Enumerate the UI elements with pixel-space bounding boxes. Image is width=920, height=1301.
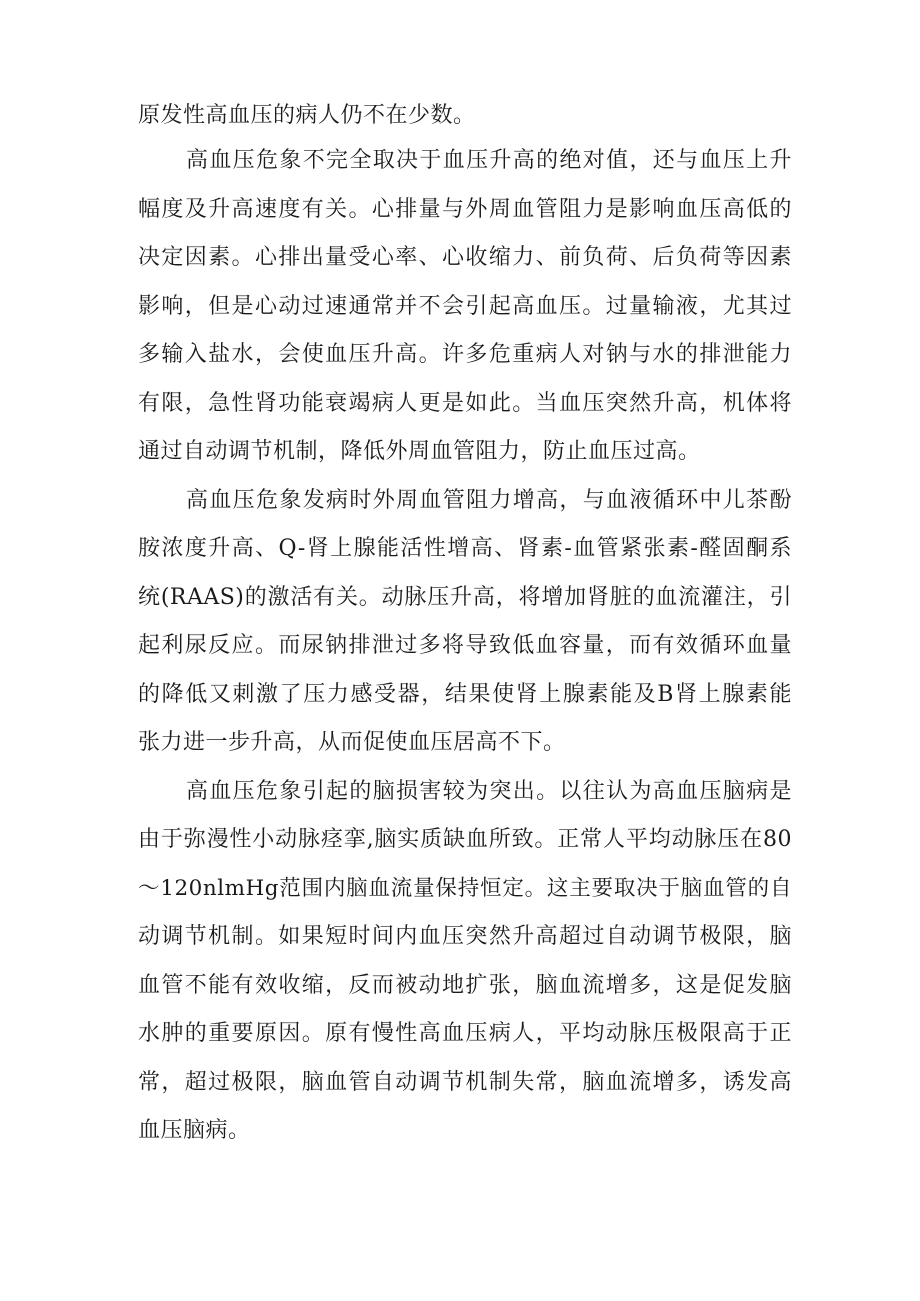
paragraph-2-line-2: 幅度及升高速度有关。心排量与外周血管阻力是影响血压高低的 [138, 197, 792, 222]
paragraph-3-line-1: 高血压危象发病时外周血管阻力增高，与血液循环中儿茶酚 [186, 488, 792, 513]
paragraph-3-line-5: 的降低又刺激了压力感受器，结果使肾上腺素能及B肾上腺素能 [138, 682, 792, 707]
paragraph-4-line-8: 血压脑病。 [138, 1118, 251, 1143]
paragraph-4-line-4: 动调节机制。如果短时间内血压突然升高超过自动调节极限，脑 [138, 924, 792, 949]
paragraph-4-line-1: 高血压危象引起的脑损害较为突出。以往认为高血压脑病是 [186, 779, 792, 804]
paragraph-1-line-1: 原发性高血压的病人仍不在少数。 [138, 103, 476, 128]
paragraph-4-line-5: 血管不能有效收缩，反而被动地扩张，脑血流增多，这是促发脑 [138, 973, 792, 998]
paragraph-4-line-6: 水肿的重要原因。原有慢性高血压病人，平均动脉压极限高于正 [138, 1021, 792, 1046]
paragraph-3-line-6: 张力进一步升高，从而促使血压居高不下。 [138, 730, 566, 755]
paragraph-2-line-7: 通过自动调节机制，降低外周血管阻力，防止血压过高。 [138, 439, 701, 464]
paragraph-2-line-6: 有限，急性肾功能衰竭病人更是如此。当血压突然升高，机体将 [138, 391, 792, 416]
paragraph-2-line-1: 高血压危象不完全取决于血压升高的绝对值，还与血压上升 [186, 148, 792, 173]
paragraph-3-line-4: 起利尿反应。而尿钠排泄过多将导致低血容量，而有效循环血量 [138, 633, 792, 658]
paragraph-4-line-2: 由于弥漫性小动脉痉挛,脑实质缺血所致。正常人平均动脉压在80 [138, 827, 792, 852]
paragraph-3-line-2: 胺浓度升高、Q-肾上腺能活性增高、肾素-血管紧张素-醛固酮系 [138, 536, 792, 561]
paragraph-2-line-5: 多输入盐水，会使血压升高。许多危重病人对钠与水的排泄能力 [138, 342, 792, 367]
paragraph-2-line-3: 决定因素。心排出量受心率、心收缩力、前负荷、后负荷等因素 [138, 245, 792, 270]
paragraph-4-line-3: ～120nlmHg范围内脑血流量保持恒定。这主要取决于脑血管的自 [138, 876, 792, 901]
paragraph-3-line-3: 统(RAAS)的激活有关。动脉压升高，将增加肾脏的血流灌注，引 [138, 585, 792, 610]
paragraph-4-line-7: 常，超过极限，脑血管自动调节机制失常，脑血流增多，诱发高 [138, 1070, 792, 1095]
paragraph-2-line-4: 影响，但是心动过速通常并不会引起高血压。过量输液，尤其过 [138, 294, 792, 319]
